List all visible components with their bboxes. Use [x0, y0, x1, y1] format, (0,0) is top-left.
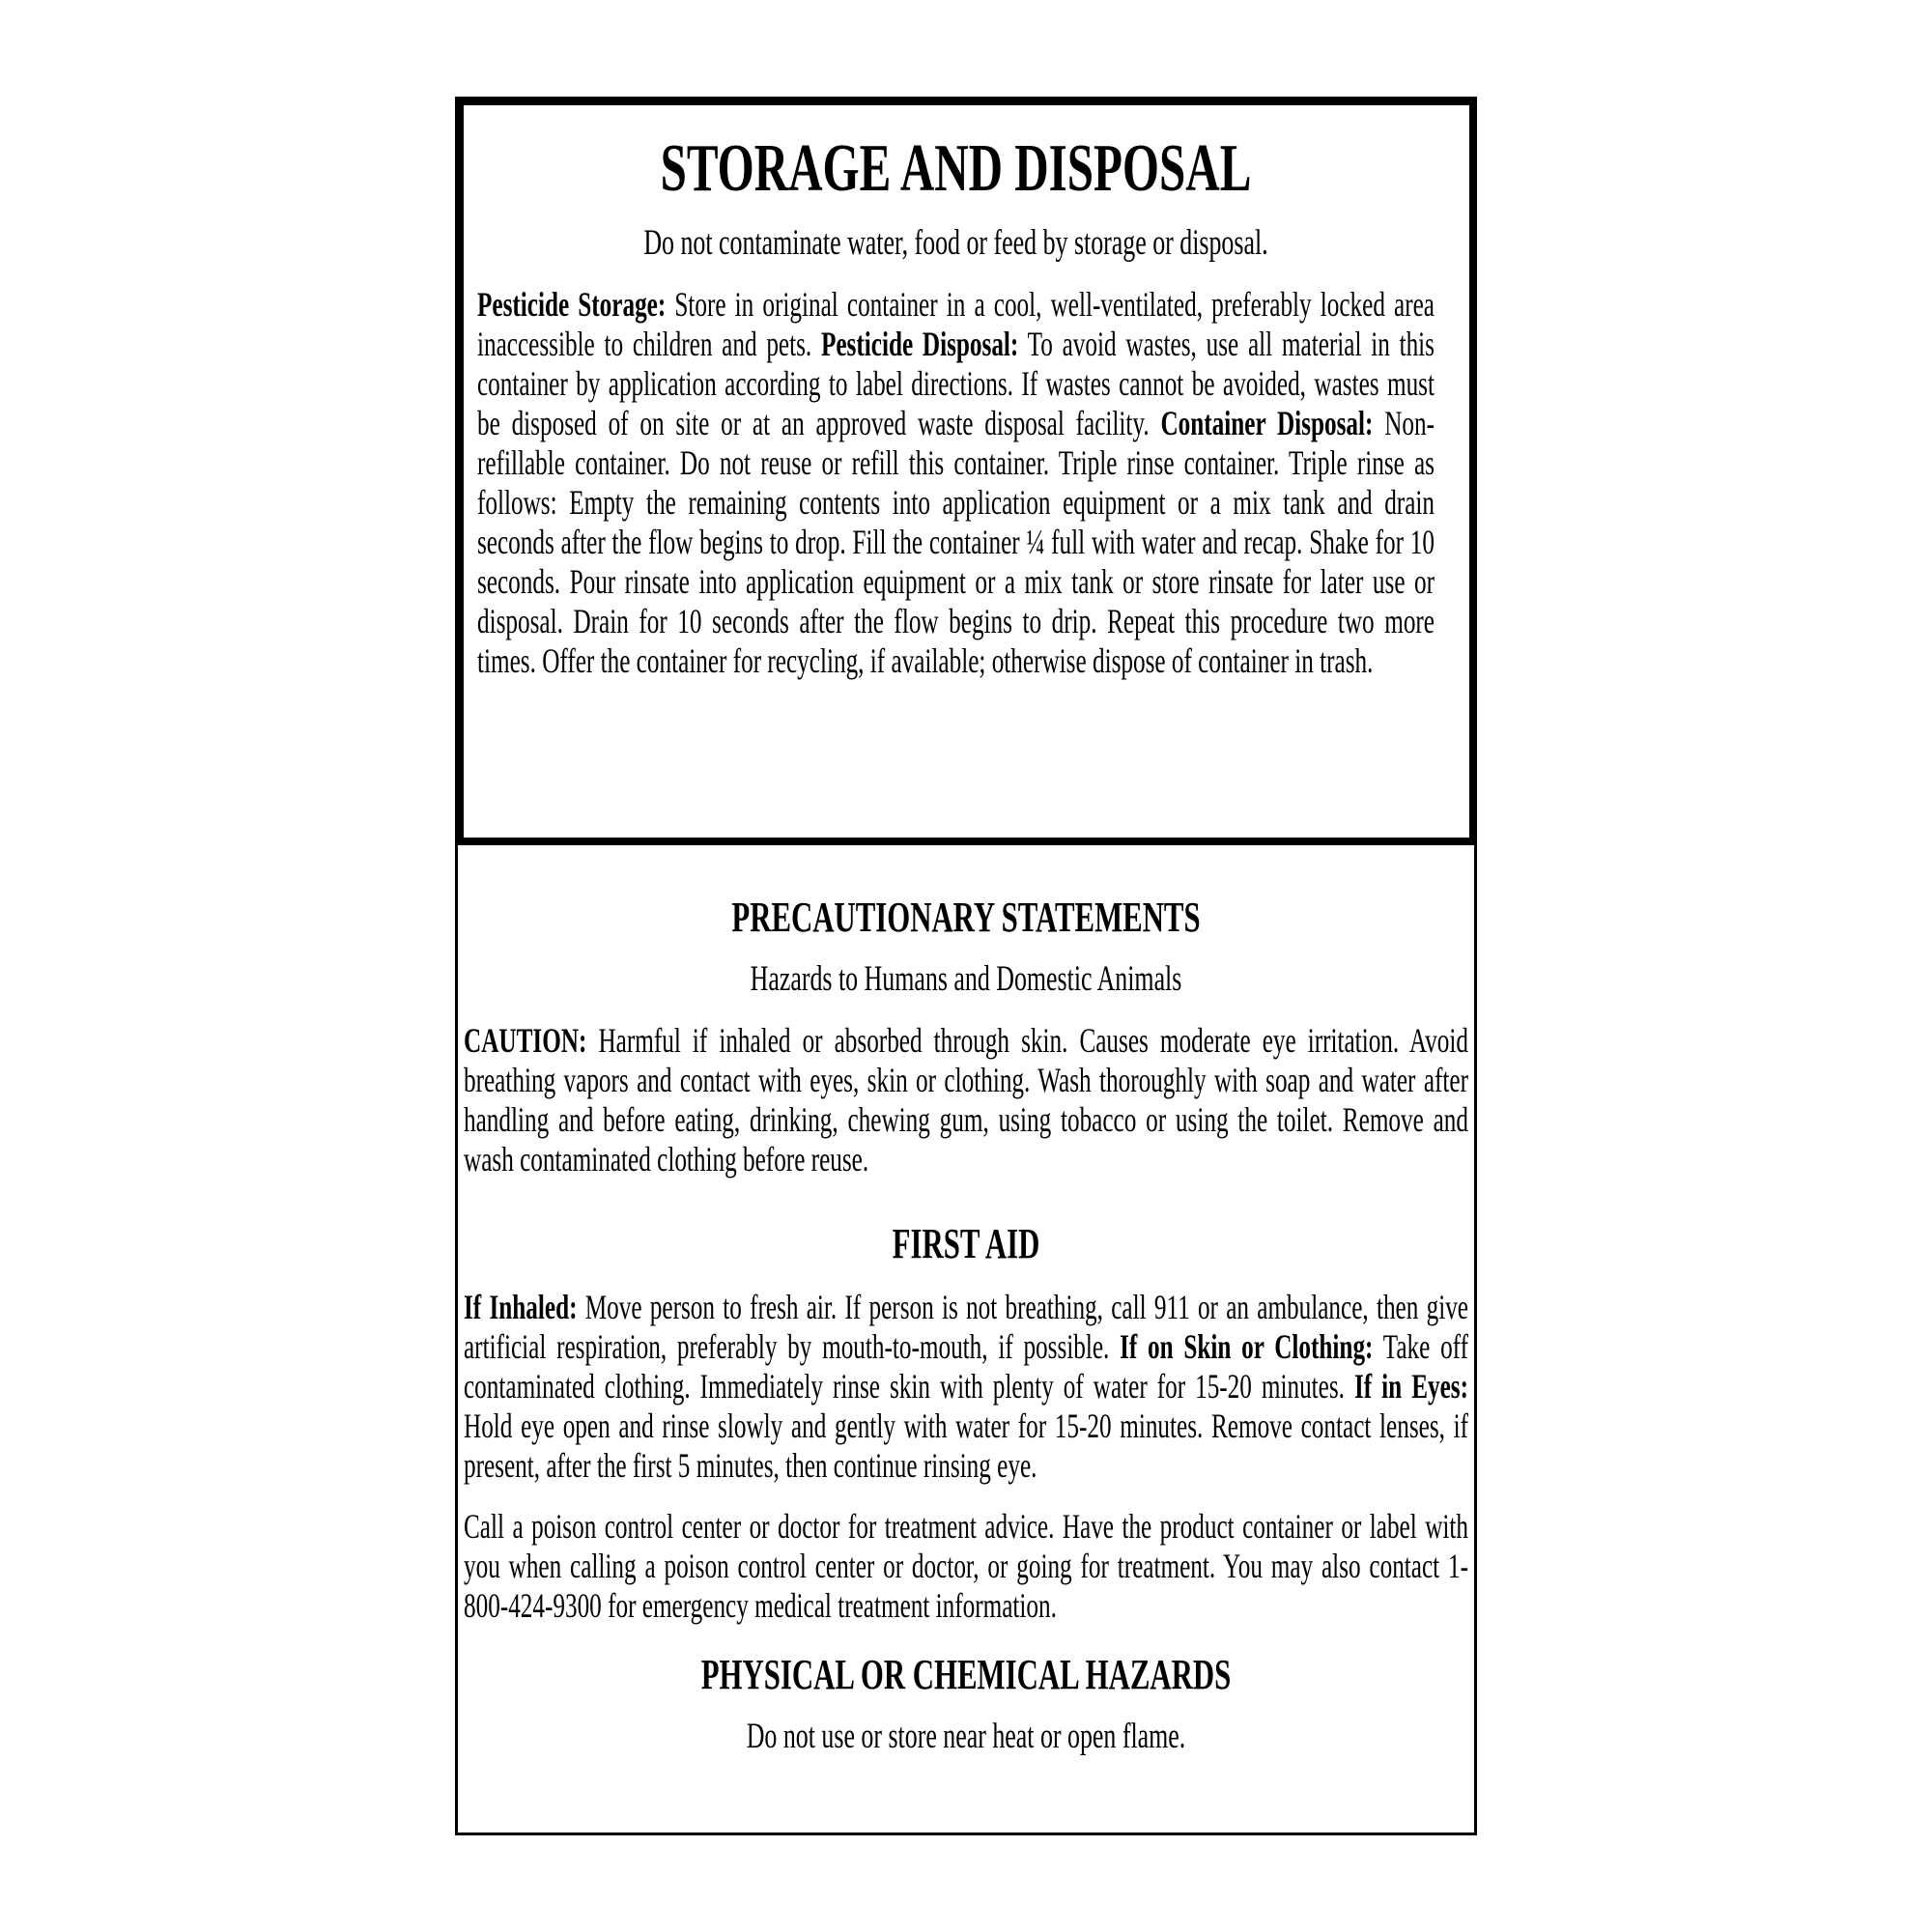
pesticide-label: [455, 97, 1477, 1835]
caution-paragraph: CAUTION: Harmful if inhaled or absorbed through skin. Causes moderate eye irritation. Avoid breathing vapors and contact with eyes, skin or clothing. Wash thoroughly with soap and water after handling and before eating, drinking, chewing gum, using tobacco or using the toilet. Remove and wash contaminated clothing before reuse.: [464, 1021, 1468, 1179]
storage-disposal-paragraph: Pesticide Storage: Store in original container in a cool, well-ventilated, preferably locked area inaccessible to children and pets. Pesticide Disposal: To avoid wastes, use all material in this container by application according to label directions. If wastes cannot be avoided, wastes must be disposed of on site or at an approved waste disposal facility. Container Disposal: Non-refillable container. Do not reuse or refill this container. Triple rinse container. Triple rinse as follows: Empty the remaining contents into application equipment or a mix tank and drain seconds after the flow begins to drop. Fill the container ¼ full with water and recap. Shake for 10 seconds. Pour rinsate into application equipment or a mix tank or store rinsate for later use or disposal. Drain for 10 seconds after the flow begins to drip. Repeat this procedure two more times. Offer the container for recycling, if available; otherwise dispose of container in trash.: [477, 285, 1435, 680]
precautionary-section: [458, 845, 1474, 1757]
storage-box-content: [477, 131, 1435, 681]
precautionary-statements-heading: PRECAUTIONARY STATEMENTS: [731, 894, 1201, 941]
first-aid-paragraph: If Inhaled: Move person to fresh air. If person is not breathing, call 911 or an ambulance, then give artificial respiration, preferably by mouth-to-mouth, if possible. If on Skin or Clothing: Take off contaminated clothing. Immediately rinse skin with plenty of water for 15-20 minutes. If in Eyes: Hold eye open and rinse slowly and gently with water for 15-20 minutes. Remove contact lenses, if present, after the first 5 minutes, then continue rinsing eye.: [464, 1288, 1469, 1485]
physical-chemical-hazards-heading: PHYSICAL OR CHEMICAL HAZARDS: [700, 1651, 1232, 1698]
physical-chemical-hazards-text: Do not use or store near heat or open flame.: [746, 1717, 1186, 1756]
first-aid-heading: FIRST AID: [892, 1220, 1040, 1267]
poison-control-paragraph: Call a poison control center or doctor for treatment advice. Have the product container or label with you when calling a poison control center or doctor, or going for treatment. You may also contact 1-800-424-9300 for emergency medical treatment information.: [464, 1507, 1468, 1625]
storage-intro-line: Do not contaminate water, food or feed by storage or disposal.: [643, 223, 1268, 263]
hazards-subheading: Hazards to Humans and Domestic Animals: [750, 959, 1182, 999]
precautionary-content: [464, 895, 1468, 1757]
storage-disposal-title: STORAGE AND DISPOSAL: [660, 131, 1252, 206]
storage-and-disposal-box: [456, 98, 1477, 845]
